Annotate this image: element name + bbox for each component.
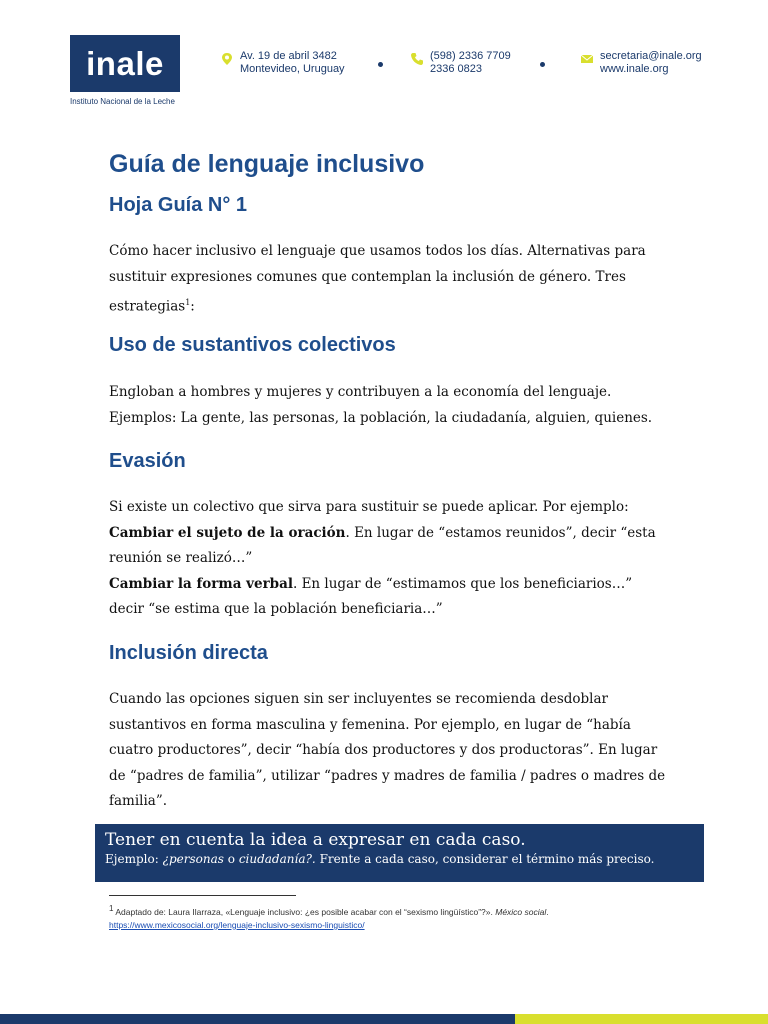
footnote-reference[interactable]: 1 [185, 298, 191, 308]
location-pin-icon [220, 52, 234, 66]
address-line2: Montevideo, Uruguay [240, 63, 345, 75]
section-heading-collective: Uso de sustantivos colectivos [109, 334, 396, 356]
footer-bar-blue [0, 1014, 515, 1024]
inale-logo [70, 35, 180, 92]
callout-title: Tener en cuenta la idea a expresar en cada caso. [105, 830, 526, 850]
intro-paragraph: Cómo hacer inclusivo el lenguaje que usamos todos los días. Alternativas para sustituir expresiones comunes que contemplan la inclusión de género. Tres estrategias$^1$: [109, 243, 646, 315]
section-text-evasion: Si existe un colectivo que sirva para sustituir se puede aplicar. Por ejemplo: Cambiar el sujeto de la oración. En lugar de “estamos reunidos”, decir “esta reunión se realizó…” Cambiar la forma verbal. En lugar de “estimamos que los beneficiarios…” decir “se estima que la población beneficiaria…” [109, 499, 656, 618]
email-text[interactable]: secretaria@inale.org [600, 50, 702, 62]
phone-icon [410, 52, 424, 66]
envelope-icon [580, 52, 594, 66]
evasion-item2-bold: Cambiar la forma verbal [109, 575, 293, 592]
footer-bar-green [515, 1014, 768, 1024]
email-block [600, 50, 702, 76]
callout-example: Ejemplo: ¿personas o ciudadanía?. Frente a cada caso, considerar el término más preciso. [105, 852, 655, 866]
separator-dot [540, 62, 545, 67]
section-heading-evasion: Evasión [109, 450, 186, 472]
address-line1: Av. 19 de abril 3482 [240, 50, 337, 62]
document-title: Guía de lenguaje inclusivo [109, 150, 425, 178]
phone-block [430, 50, 511, 76]
section-text-direct-inclusion: Cuando las opciones siguen sin ser incluyentes se recomienda desdoblar sustantivos en forma masculina y femenina. Por ejemplo, en lugar de “había cuatro productores”, decir “había dos productores y dos productoras”. En lugar de “padres de familia”, utilizar “padres y madres de familia / padres o madres de familia”. [109, 691, 666, 810]
footnote-link[interactable]: https://www.mexicosocial.org/lenguaje-inclusivo-sexismo-linguistico/ [109, 919, 365, 930]
document-subtitle: Hoja Guía N° 1 [109, 194, 248, 216]
phone-line2: 2336 0823 [430, 63, 482, 75]
phone-line1: (598) 2336 7709 [430, 50, 511, 62]
section-text-collective: Engloban a hombres y mujeres y contribuyen a la economía del lenguaje. Ejemplos: La gente, las personas, la población, la ciudadanía, alguien, quienes. [109, 384, 653, 426]
section-heading-direct-inclusion: Inclusión directa [109, 642, 268, 664]
separator-dot [378, 62, 383, 67]
footnote: 1 Adaptado de: Laura Ilarraza, «Lenguaje inclusivo: ¿es posible acabar con el “sexismo lingüístico”?». México social. https://www.mexicosocial.org/lenguaje-inclusivo-sexismo-linguistico/ [109, 904, 549, 930]
logo-text: inale [86, 44, 164, 82]
callout-box [95, 824, 704, 882]
evasion-item1-bold: Cambiar el sujeto de la oración [109, 524, 346, 541]
website-text[interactable]: www.inale.org [600, 63, 669, 75]
logo-subtitle: Instituto Nacional de la Leche [70, 97, 175, 106]
footnote-divider [109, 895, 296, 896]
address-block [240, 50, 345, 76]
